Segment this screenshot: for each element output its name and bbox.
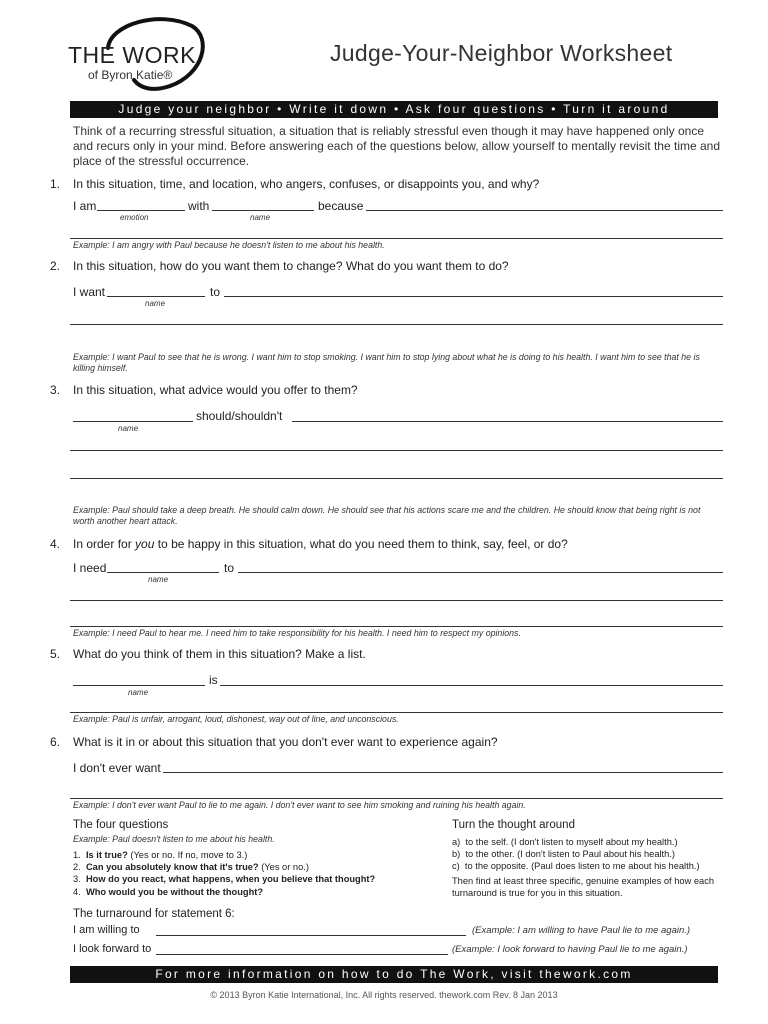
q6-dont-want-field[interactable] (163, 772, 723, 773)
q6-dont-want-label: I don't ever want (73, 761, 161, 775)
q1-because-label: because (318, 199, 364, 213)
q5-is-field[interactable] (220, 685, 723, 686)
q1-line-2[interactable] (70, 238, 723, 239)
four-question-4 (73, 886, 433, 898)
four-question-1-text: Is it true? (85, 850, 128, 860)
q3-number: 3. (50, 383, 61, 397)
turn-around-heading: Turn the thought around (452, 819, 575, 831)
q3-name-caption: name (118, 424, 139, 433)
q2-text: In this situation, how do you want them to change? What do you want them to do? (73, 259, 509, 273)
q3-should-label: should/shouldn't (196, 409, 283, 423)
turn-around-b (452, 848, 727, 860)
turnaround6-willing-field[interactable] (156, 935, 466, 936)
four-question-3 (73, 873, 433, 885)
q4-line-2[interactable] (70, 600, 723, 601)
four-question-2-text: Can you absolutely know that it's true? (85, 862, 259, 873)
logo-subtitle: of Byron Katie® (88, 68, 173, 82)
q5-line-2[interactable] (70, 712, 723, 713)
q4-to-label: to (224, 561, 235, 575)
q1-text: In this situation, time, and location, who angers, confuses, or disappoints you, and why? (73, 177, 540, 191)
q1-with-label: with (188, 199, 210, 213)
q6-example: Example: I don't ever want Paul to lie to me again. I don't ever want to see him smoking and ruining his health again. (73, 800, 526, 810)
q4-example: Example: I need Paul to hear me. I need him to take responsibility for his health. I need him to respect my opinions. (73, 628, 521, 638)
q1-emotion-field[interactable] (97, 210, 185, 211)
q3-should-field[interactable] (292, 421, 723, 422)
q1-i-am-label: I am (73, 199, 97, 213)
q1-name-caption: name (250, 213, 271, 222)
turn-around-c (452, 860, 727, 872)
four-question-2-note: (Yes or no.) (258, 862, 309, 873)
turn-around-a-text: to the self. (I don't listen to myself about my health.) (465, 837, 678, 847)
four-question-2-num: 2. (73, 862, 81, 873)
q2-name-field[interactable] (107, 296, 205, 297)
four-questions-heading: The four questions (73, 819, 169, 831)
intro-paragraph: Think of a recurring stressful situation, a situation that is reliably stressful even though it may have happened only once and recurs only in your mind. Before answering each of the questions below, allow yourself to mentally revisit the time and place of the stressful occurrence. (73, 124, 721, 169)
bottom-banner: For more information on how to do The Work, visit thework.com (70, 966, 718, 983)
q4-line-3[interactable] (70, 626, 723, 627)
four-question-3-text: How do you react, what happens, when you believe that thought? (85, 874, 376, 885)
q1-number: 1. (50, 177, 61, 191)
q4-text-pre: In order for (73, 537, 136, 551)
q5-text: What do you think of them in this situation? Make a list. (73, 647, 366, 661)
q4-text-post: to be happy in this situation, what do you need them to think, say, feel, or do? (154, 537, 568, 551)
q2-name-caption: name (145, 299, 166, 308)
q1-because-field[interactable] (366, 210, 723, 211)
q4-text-emphasis: you (135, 537, 155, 551)
turnaround6-forward-field[interactable] (156, 954, 448, 955)
q5-number: 5. (50, 647, 61, 661)
four-questions-example: Example: Paul doesn't listen to me about his health. (73, 834, 275, 844)
four-question-4-num: 4. (73, 886, 81, 897)
q6-text: What is it in or about this situation that you don't ever want to experience again? (73, 735, 498, 749)
q4-name-field[interactable] (107, 572, 219, 573)
q3-example: Example: Paul should take a deep breath. He should calm down. He should see that his actions scare me and the children. He should know that being right is not worth another heart attack. (73, 505, 701, 526)
q3-line-2[interactable] (70, 450, 723, 451)
q4-text (73, 537, 568, 551)
q4-name-caption: name (148, 575, 169, 584)
q2-to-label: to (210, 285, 221, 299)
q2-example: Example: I want Paul to see that he is wrong. I want him to stop smoking. I want him to stop lying about what he is doing to his health. I want him to see that he is killing himself. (73, 352, 700, 373)
q3-line-3[interactable] (70, 478, 723, 479)
four-question-2 (73, 861, 433, 873)
q6-number: 6. (50, 735, 61, 749)
q4-to-field[interactable] (238, 572, 723, 573)
logo-text: THE WORK (68, 42, 196, 68)
four-question-1-num: 1. (73, 850, 81, 860)
top-banner: Judge your neighbor • Write it down • Ask four questions • Turn it around (70, 101, 718, 118)
q1-name-field[interactable] (212, 210, 314, 211)
q5-is-label: is (209, 673, 218, 687)
page-title: Judge-Your-Neighbor Worksheet (330, 40, 673, 66)
four-question-1-note: (Yes or no. If no, move to 3.) (127, 850, 248, 860)
q5-name-field[interactable] (73, 685, 205, 686)
q2-number: 2. (50, 259, 61, 273)
q5-example: Example: Paul is unfair, arrogant, loud, dishonest, way out of line, and unconscious. (73, 714, 399, 724)
turnaround6-heading: The turnaround for statement 6: (73, 908, 235, 920)
four-question-4-text: Who would you be without the thought? (85, 886, 264, 897)
four-question-1 (73, 849, 433, 861)
turn-around-a-letter: a) (452, 837, 461, 847)
turnaround6-willing-label: I am willing to (73, 924, 140, 936)
four-question-3-num: 3. (73, 874, 81, 885)
copyright-footer: © 2013 Byron Katie International, Inc. All rights reserved. thework.com Rev. 8 Jan 2013 (210, 990, 558, 1000)
q2-line-2[interactable] (70, 324, 723, 325)
q6-line-2[interactable] (70, 798, 723, 799)
turn-around-b-text: to the other. (I don't listen to Paul about his health.) (465, 849, 675, 860)
four-questions-list (73, 849, 433, 898)
turn-around-c-letter: c) (452, 861, 460, 872)
q2-to-field[interactable] (224, 296, 723, 297)
q5-name-caption: name (128, 688, 149, 697)
turnaround6-willing-example: (Example: I am willing to have Paul lie to me again.) (472, 925, 691, 936)
q2-i-want-label: I want (73, 285, 106, 299)
q4-i-need-label: I need (73, 561, 107, 575)
turnaround6-forward-example: (Example: I look forward to having Paul lie to me again.) (452, 944, 688, 955)
turnaround6-forward-label: I look forward to (73, 943, 152, 955)
q3-name-field[interactable] (73, 421, 193, 422)
turn-around-c-text: to the opposite. (Paul does listen to me about his health.) (464, 861, 700, 872)
turn-around-then: Then find at least three specific, genuine examples of how each turnaround is true for you in this situation. (452, 875, 715, 898)
q4-number: 4. (50, 537, 61, 551)
q3-text: In this situation, what advice would you offer to them? (73, 383, 358, 397)
turn-around-list (452, 836, 727, 899)
turn-around-a (452, 836, 727, 848)
q1-example: Example: I am angry with Paul because he doesn't listen to me about his health. (73, 240, 385, 250)
turn-around-b-letter: b) (452, 849, 461, 860)
q1-emotion-caption: emotion (120, 213, 149, 222)
